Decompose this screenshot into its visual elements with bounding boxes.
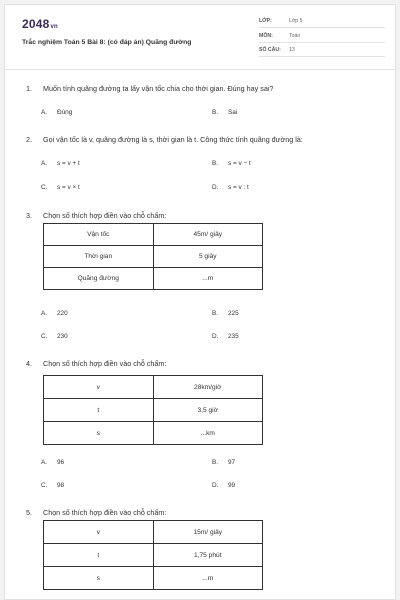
table-cell: s <box>44 567 154 590</box>
document-page <box>4 4 396 600</box>
table-cell: 5 giây <box>153 246 263 268</box>
option-text: 225 <box>228 310 239 317</box>
table-cell: Quãng đường <box>44 268 154 290</box>
option-b[interactable] <box>212 160 251 167</box>
option-b[interactable] <box>212 109 237 116</box>
meta-label: MÔN: <box>259 32 273 39</box>
option-text: 98 <box>57 482 65 489</box>
question-2 <box>26 135 303 144</box>
option-a[interactable] <box>41 160 80 167</box>
question-number: 1. <box>26 84 32 93</box>
table-cell: t <box>44 544 154 567</box>
option-label: A. <box>41 310 48 317</box>
meta-value: Toán <box>289 32 301 39</box>
meta-value: 13 <box>289 47 295 53</box>
option-label: B. <box>212 109 219 116</box>
option-d[interactable] <box>212 333 239 340</box>
meta-label: LỚP: <box>259 18 272 24</box>
table-row <box>44 224 263 246</box>
option-text: 230 <box>57 333 68 340</box>
option-text: 235 <box>228 333 239 340</box>
option-text: Đúng <box>57 109 73 116</box>
option-d[interactable] <box>212 482 235 489</box>
table-row <box>44 521 263 544</box>
option-d[interactable] <box>212 184 249 191</box>
question-4 <box>26 359 166 368</box>
table-cell: ...km <box>153 422 263 445</box>
question-number: 4. <box>26 359 32 368</box>
option-label: A. <box>41 459 48 466</box>
option-text: s = v × t <box>57 184 80 191</box>
option-label: B. <box>212 310 219 317</box>
meta-label: SỐ CÂU: <box>259 47 281 53</box>
option-text: 220 <box>57 310 68 317</box>
option-label: B. <box>212 459 219 466</box>
table-row <box>44 376 263 399</box>
meta-info <box>259 17 385 61</box>
option-a[interactable] <box>41 109 72 116</box>
option-b[interactable] <box>212 310 239 317</box>
option-label: C. <box>41 482 48 489</box>
option-c[interactable] <box>41 184 80 191</box>
table-cell: 3,5 giờ <box>153 399 263 422</box>
option-a[interactable] <box>41 310 68 317</box>
option-a[interactable] <box>41 459 64 466</box>
table-cell: v <box>44 376 154 399</box>
option-text: 96 <box>57 459 65 466</box>
option-label: A. <box>41 160 48 167</box>
option-label: C. <box>41 184 48 191</box>
data-table <box>43 375 263 445</box>
question-text: Chọn số thích hợp điền vào chỗ chấm: <box>43 508 167 517</box>
question-3 <box>26 211 166 220</box>
option-label: B. <box>212 160 219 167</box>
data-table <box>43 223 263 290</box>
site-logo[interactable] <box>22 17 58 31</box>
option-b[interactable] <box>212 459 235 466</box>
option-label: D. <box>212 482 219 489</box>
option-text: s = v + t <box>57 160 80 167</box>
data-table <box>43 520 263 590</box>
question-number: 3. <box>26 211 32 220</box>
table-row <box>44 567 263 590</box>
table-cell: 28km/giờ <box>153 376 263 399</box>
table-cell: t <box>44 399 154 422</box>
option-text: s = v : t <box>228 184 249 191</box>
document-header <box>5 5 395 70</box>
option-label: C. <box>41 333 48 340</box>
option-c[interactable] <box>41 333 68 340</box>
table-cell: Thời gian <box>44 246 154 268</box>
question-1 <box>26 84 273 93</box>
question-number: 2. <box>26 135 32 144</box>
meta-value: Lớp 5 <box>289 18 303 24</box>
table-cell: Vận tốc <box>44 224 154 246</box>
table-row <box>44 544 263 567</box>
meta-row-class <box>259 17 385 28</box>
table-cell: 15m/ giây <box>153 521 263 544</box>
question-text: Muốn tính quãng đường ta lấy vận tốc chia cho thời gian. Đúng hay sai? <box>43 84 274 93</box>
option-text: s = v − t <box>228 160 251 167</box>
option-label: A. <box>41 109 48 116</box>
table-cell: ...m <box>153 268 263 290</box>
logo-text: 2048 <box>22 17 50 31</box>
table-cell: v <box>44 521 154 544</box>
question-text: Chọn số thích hợp điền vào chỗ chấm: <box>43 211 167 220</box>
table-row <box>44 268 263 290</box>
document-title: Trắc nghiệm Toán 5 Bài 8: (có đáp án) Quãng đường <box>22 39 192 46</box>
table-cell: 1,75 phút <box>153 544 263 567</box>
option-text: Sai <box>228 109 238 116</box>
option-text: 99 <box>228 482 236 489</box>
table-cell: s <box>44 422 154 445</box>
question-5 <box>26 508 166 517</box>
logo-suffix: vn <box>50 24 58 30</box>
meta-row-count <box>259 46 385 57</box>
question-text: Chọn số thích hợp điền vào chỗ chấm: <box>43 359 167 368</box>
table-row <box>44 422 263 445</box>
option-label: D. <box>212 184 219 191</box>
option-text: 97 <box>228 459 236 466</box>
table-cell: ...m <box>153 567 263 590</box>
question-text: Gọi vận tốc là v, quãng đường là s, thời gian là t. Công thức tính quãng đường là: <box>43 135 303 144</box>
option-label: D. <box>212 333 219 340</box>
meta-row-subject <box>259 32 385 43</box>
table-cell: 45m/ giây <box>153 224 263 246</box>
question-number: 5. <box>26 508 32 517</box>
option-c[interactable] <box>41 482 64 489</box>
table-row <box>44 399 263 422</box>
table-row <box>44 246 263 268</box>
